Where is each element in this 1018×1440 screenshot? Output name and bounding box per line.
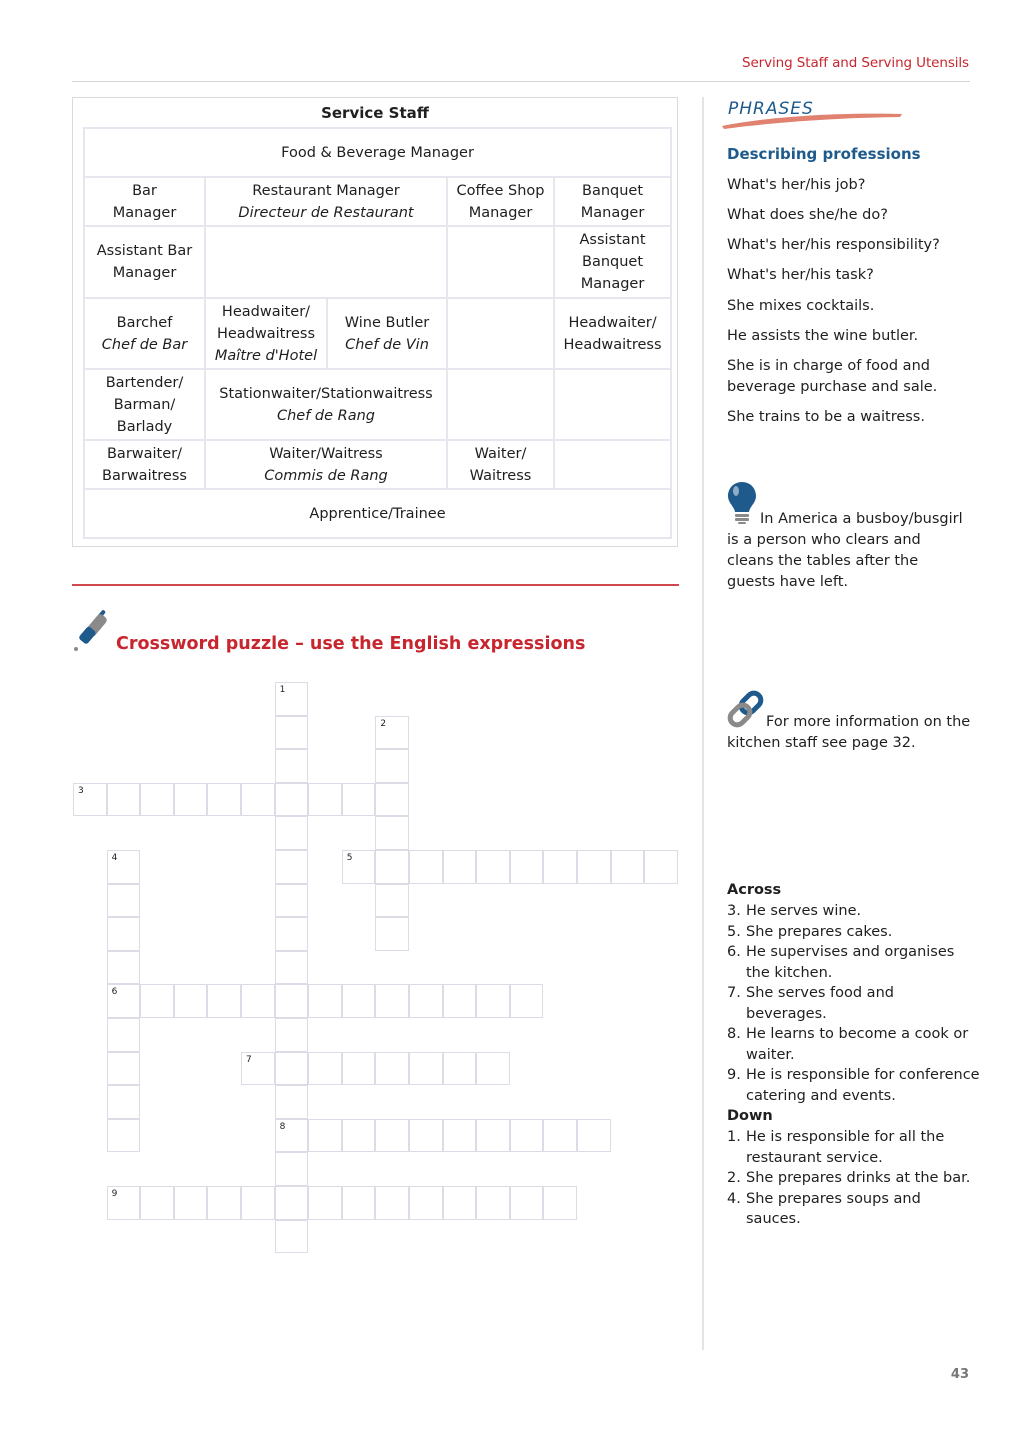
crossword-cell[interactable] <box>107 884 141 918</box>
cell-barchef: Barchef Chef de Bar <box>84 298 205 369</box>
crossword-title: Crossword puzzle – use the English expressions <box>116 634 586 654</box>
crossword-cell[interactable] <box>476 850 510 884</box>
clue-down-4: 4. She prepares soups and sauces. <box>727 1190 921 1227</box>
clue-down-1: 1. He is responsible for all the restaurant service. <box>727 1129 945 1166</box>
crossword-cell[interactable] <box>107 1052 141 1086</box>
clue-number: 8 <box>279 1121 286 1132</box>
crossword-cell[interactable] <box>275 951 309 985</box>
crossword-cell[interactable] <box>543 1119 577 1153</box>
sidebar-divider <box>702 97 704 1350</box>
crossword-grid <box>73 682 681 1262</box>
cell-barwaiter: Barwaiter/ Barwaitress <box>84 440 205 489</box>
crossword-cell[interactable] <box>275 1085 309 1119</box>
clue-number: 1 <box>279 685 286 695</box>
crossword-cell[interactable] <box>375 984 409 1018</box>
clue-across-9: 9. He is responsible for conference catering and events. <box>727 1067 980 1104</box>
crossword-cell[interactable] <box>476 1186 510 1220</box>
cell-empty <box>554 369 671 440</box>
table-row <box>84 226 671 298</box>
clue-number: 3 <box>78 785 84 796</box>
crossword-cell[interactable] <box>443 984 477 1018</box>
crossword-cell[interactable] <box>409 1186 443 1220</box>
cell-assistant-bar-manager: Assistant Bar Manager <box>84 226 205 298</box>
crossword-cell[interactable] <box>375 783 409 817</box>
crossword-cell[interactable] <box>275 884 309 918</box>
across-heading: Across <box>727 882 782 898</box>
crossword-cell[interactable] <box>275 1152 309 1186</box>
cell-banquet-headwaiter: Headwaiter/ Headwaitress <box>554 298 671 369</box>
crossword-cell[interactable] <box>577 1119 611 1153</box>
crossword-cell[interactable] <box>207 1186 241 1220</box>
crossword-cell[interactable] <box>107 984 141 1018</box>
phrase: What's her/his task? <box>727 267 874 283</box>
table-row <box>84 177 671 226</box>
crossword-cell[interactable] <box>275 816 309 850</box>
clue-across-5: 5. She prepares cakes. <box>727 923 893 940</box>
svg-text:PHRASES: PHRASES <box>728 99 814 119</box>
crossword-cell[interactable] <box>107 1119 141 1153</box>
phrases-logo <box>720 96 905 132</box>
crossword-cell[interactable] <box>140 783 174 817</box>
table-title: Service Staff <box>321 104 429 122</box>
crossword-cell[interactable] <box>275 1052 309 1086</box>
phrase: What's her/his responsibility? <box>727 237 940 253</box>
crossword-cell[interactable] <box>409 984 443 1018</box>
crossword-cell[interactable] <box>308 783 342 817</box>
page-number: 43 <box>950 1367 969 1382</box>
cell-empty <box>205 226 447 298</box>
crossword-cell[interactable] <box>275 1018 309 1052</box>
phrase: She mixes cocktails. <box>727 298 875 314</box>
crossword-cell[interactable] <box>275 749 309 783</box>
table-row <box>84 440 671 489</box>
crossword-cell[interactable] <box>275 783 309 817</box>
clue-number: 7 <box>246 1054 252 1065</box>
crossword-cell[interactable] <box>443 1119 477 1153</box>
crossword-cell[interactable] <box>107 783 141 817</box>
crossword-cell[interactable] <box>443 850 477 884</box>
crossword-cell[interactable] <box>275 917 309 951</box>
crossword-cell[interactable] <box>174 984 208 1018</box>
crossword-cell[interactable] <box>174 783 208 817</box>
crossword-cell[interactable] <box>107 1085 141 1119</box>
cell-waiter: Waiter/Waitress Commis de Rang <box>205 440 447 489</box>
table-row <box>84 298 671 369</box>
crossword-cell[interactable] <box>375 816 409 850</box>
clue-number: 2 <box>380 718 387 729</box>
crossword-cell[interactable] <box>342 783 376 817</box>
crossword-cell[interactable] <box>476 1119 510 1153</box>
crossword-cell[interactable] <box>107 951 141 985</box>
crossword-cell[interactable] <box>543 850 577 884</box>
crossword-cell[interactable] <box>342 984 376 1018</box>
crossword-cell[interactable] <box>275 984 309 1018</box>
crossword-cell[interactable] <box>443 1186 477 1220</box>
crossword-cell[interactable] <box>577 850 611 884</box>
crossword-cell[interactable] <box>510 850 544 884</box>
cell-stationwaiter: Stationwaiter/Stationwaitress Chef de Rang <box>205 369 447 440</box>
phrase: What's her/his job? <box>727 177 866 193</box>
crossword-cell[interactable] <box>241 783 275 817</box>
cell-apprentice: Apprentice/Trainee <box>84 489 671 538</box>
pen-icon <box>72 606 118 652</box>
phrases-heading: Describing professions <box>727 145 921 163</box>
crossword-cell[interactable] <box>342 1186 376 1220</box>
tip-text: In America a busboy/busgirl is a person who clears and cleans the tables after the guests have left. <box>727 511 963 590</box>
crossword-cell[interactable] <box>476 1052 510 1086</box>
header-rule <box>72 81 970 82</box>
clue-number: 6 <box>111 987 118 998</box>
crossword-cell[interactable] <box>275 1186 309 1220</box>
crossword-cell[interactable] <box>241 984 275 1018</box>
clue-number: 5 <box>346 853 353 863</box>
clue-number: 9 <box>111 1189 118 1199</box>
crossword-cell[interactable] <box>443 1052 477 1086</box>
service-staff-table <box>83 127 672 539</box>
crossword-cell[interactable] <box>409 1119 443 1153</box>
crossword-cell[interactable] <box>140 984 174 1018</box>
cell-bar-manager: Bar Manager <box>84 177 205 226</box>
down-clues <box>727 1106 977 1230</box>
cell-empty <box>447 298 554 369</box>
crossword-cell[interactable] <box>543 1186 577 1220</box>
crossword-cell[interactable] <box>375 749 409 783</box>
cell-coffee-shop-manager: Coffee Shop Manager <box>447 177 554 226</box>
crossword-cell[interactable] <box>107 1018 141 1052</box>
crossword-cell[interactable] <box>375 1052 409 1086</box>
crossword-cell[interactable] <box>375 850 409 884</box>
crossword-cell[interactable] <box>375 1119 409 1153</box>
crossword-cell[interactable] <box>476 984 510 1018</box>
crossword-cell[interactable] <box>409 1052 443 1086</box>
crossword-cell[interactable] <box>174 1186 208 1220</box>
cell-headwaiter: Headwaiter/ Headwaitress Maître d'Hotel <box>205 298 327 369</box>
cell-empty <box>447 226 554 298</box>
crossword-cell[interactable] <box>107 850 141 884</box>
crossword-cell[interactable] <box>241 1186 275 1220</box>
crossword-cell[interactable] <box>241 1052 275 1086</box>
cell-assistant-banquet-manager: Assistant Banquet Manager <box>554 226 671 298</box>
cell-coffee-waiter: Waiter/ Waitress <box>447 440 554 489</box>
crossword-cell[interactable] <box>510 1119 544 1153</box>
phrase: She trains to be a waitress. <box>727 409 925 425</box>
crossword-cell[interactable] <box>342 1052 376 1086</box>
section-divider <box>72 584 679 586</box>
crossword-cell[interactable] <box>275 682 309 716</box>
crossword-cell[interactable] <box>107 1186 141 1220</box>
clue-across-7: 7. She serves food and beverages. <box>727 985 894 1022</box>
cell-banquet-manager: Banquet Manager <box>554 177 671 226</box>
cell-wine-butler: Wine Butler Chef de Vin <box>327 298 447 369</box>
cell-fb-manager: Food & Beverage Manager <box>84 128 671 177</box>
crossword-cell[interactable] <box>207 984 241 1018</box>
crossword-cell[interactable] <box>308 984 342 1018</box>
crossword-cell[interactable] <box>275 716 309 750</box>
running-head: Serving Staff and Serving Utensils <box>742 55 969 71</box>
crossword-cell[interactable] <box>409 850 443 884</box>
crossword-cell[interactable] <box>207 783 241 817</box>
crossword-cell[interactable] <box>275 850 309 884</box>
crossword-cell[interactable] <box>375 1186 409 1220</box>
clue-across-8: 8. He learns to become a cook or waiter. <box>727 1026 969 1063</box>
clue-across-3: 3. He serves wine. <box>727 903 862 919</box>
crossword-cell[interactable] <box>510 1186 544 1220</box>
table-row <box>84 128 671 177</box>
table-row <box>84 369 671 440</box>
crossword-cell[interactable] <box>308 1186 342 1220</box>
table-row <box>84 489 671 538</box>
crossword-cell[interactable] <box>611 850 645 884</box>
cell-bartender: Bartender/ Barman/ Barlady <box>84 369 205 440</box>
cell-restaurant-manager: Restaurant Manager Directeur de Restaurant <box>205 177 447 226</box>
crossword-cell[interactable] <box>342 1119 376 1153</box>
crossword-cell[interactable] <box>308 1052 342 1086</box>
phrase: He assists the wine butler. <box>727 328 919 344</box>
clue-number: 4 <box>111 853 118 863</box>
crossword-cell[interactable] <box>375 884 409 918</box>
clue-down-2: 2. She prepares drinks at the bar. <box>727 1170 971 1186</box>
crossword-cell[interactable] <box>275 1220 309 1254</box>
crossword-cell[interactable] <box>510 984 544 1018</box>
crossword-cell[interactable] <box>140 1186 174 1220</box>
crossword-cell[interactable] <box>275 1119 309 1153</box>
phrase: She is in charge of food and beverage purchase and sale. <box>727 358 938 395</box>
phrase: What does she/he do? <box>727 207 888 223</box>
cell-empty <box>554 440 671 489</box>
crossword-cell[interactable] <box>107 917 141 951</box>
down-heading: Down <box>727 1108 773 1124</box>
cell-empty <box>447 369 554 440</box>
across-clues <box>727 880 980 1106</box>
crossword-cell[interactable] <box>375 917 409 951</box>
clue-across-6: 6. He supervises and organises the kitchen. <box>727 944 955 981</box>
crossword-cell[interactable] <box>342 850 376 884</box>
crossword-cell[interactable] <box>308 1119 342 1153</box>
crossword-cell[interactable] <box>73 783 107 817</box>
crossword-cell[interactable] <box>375 716 409 750</box>
crossword-cell[interactable] <box>644 850 678 884</box>
link-note: For more information on the kitchen staff see page 32. <box>727 714 971 751</box>
